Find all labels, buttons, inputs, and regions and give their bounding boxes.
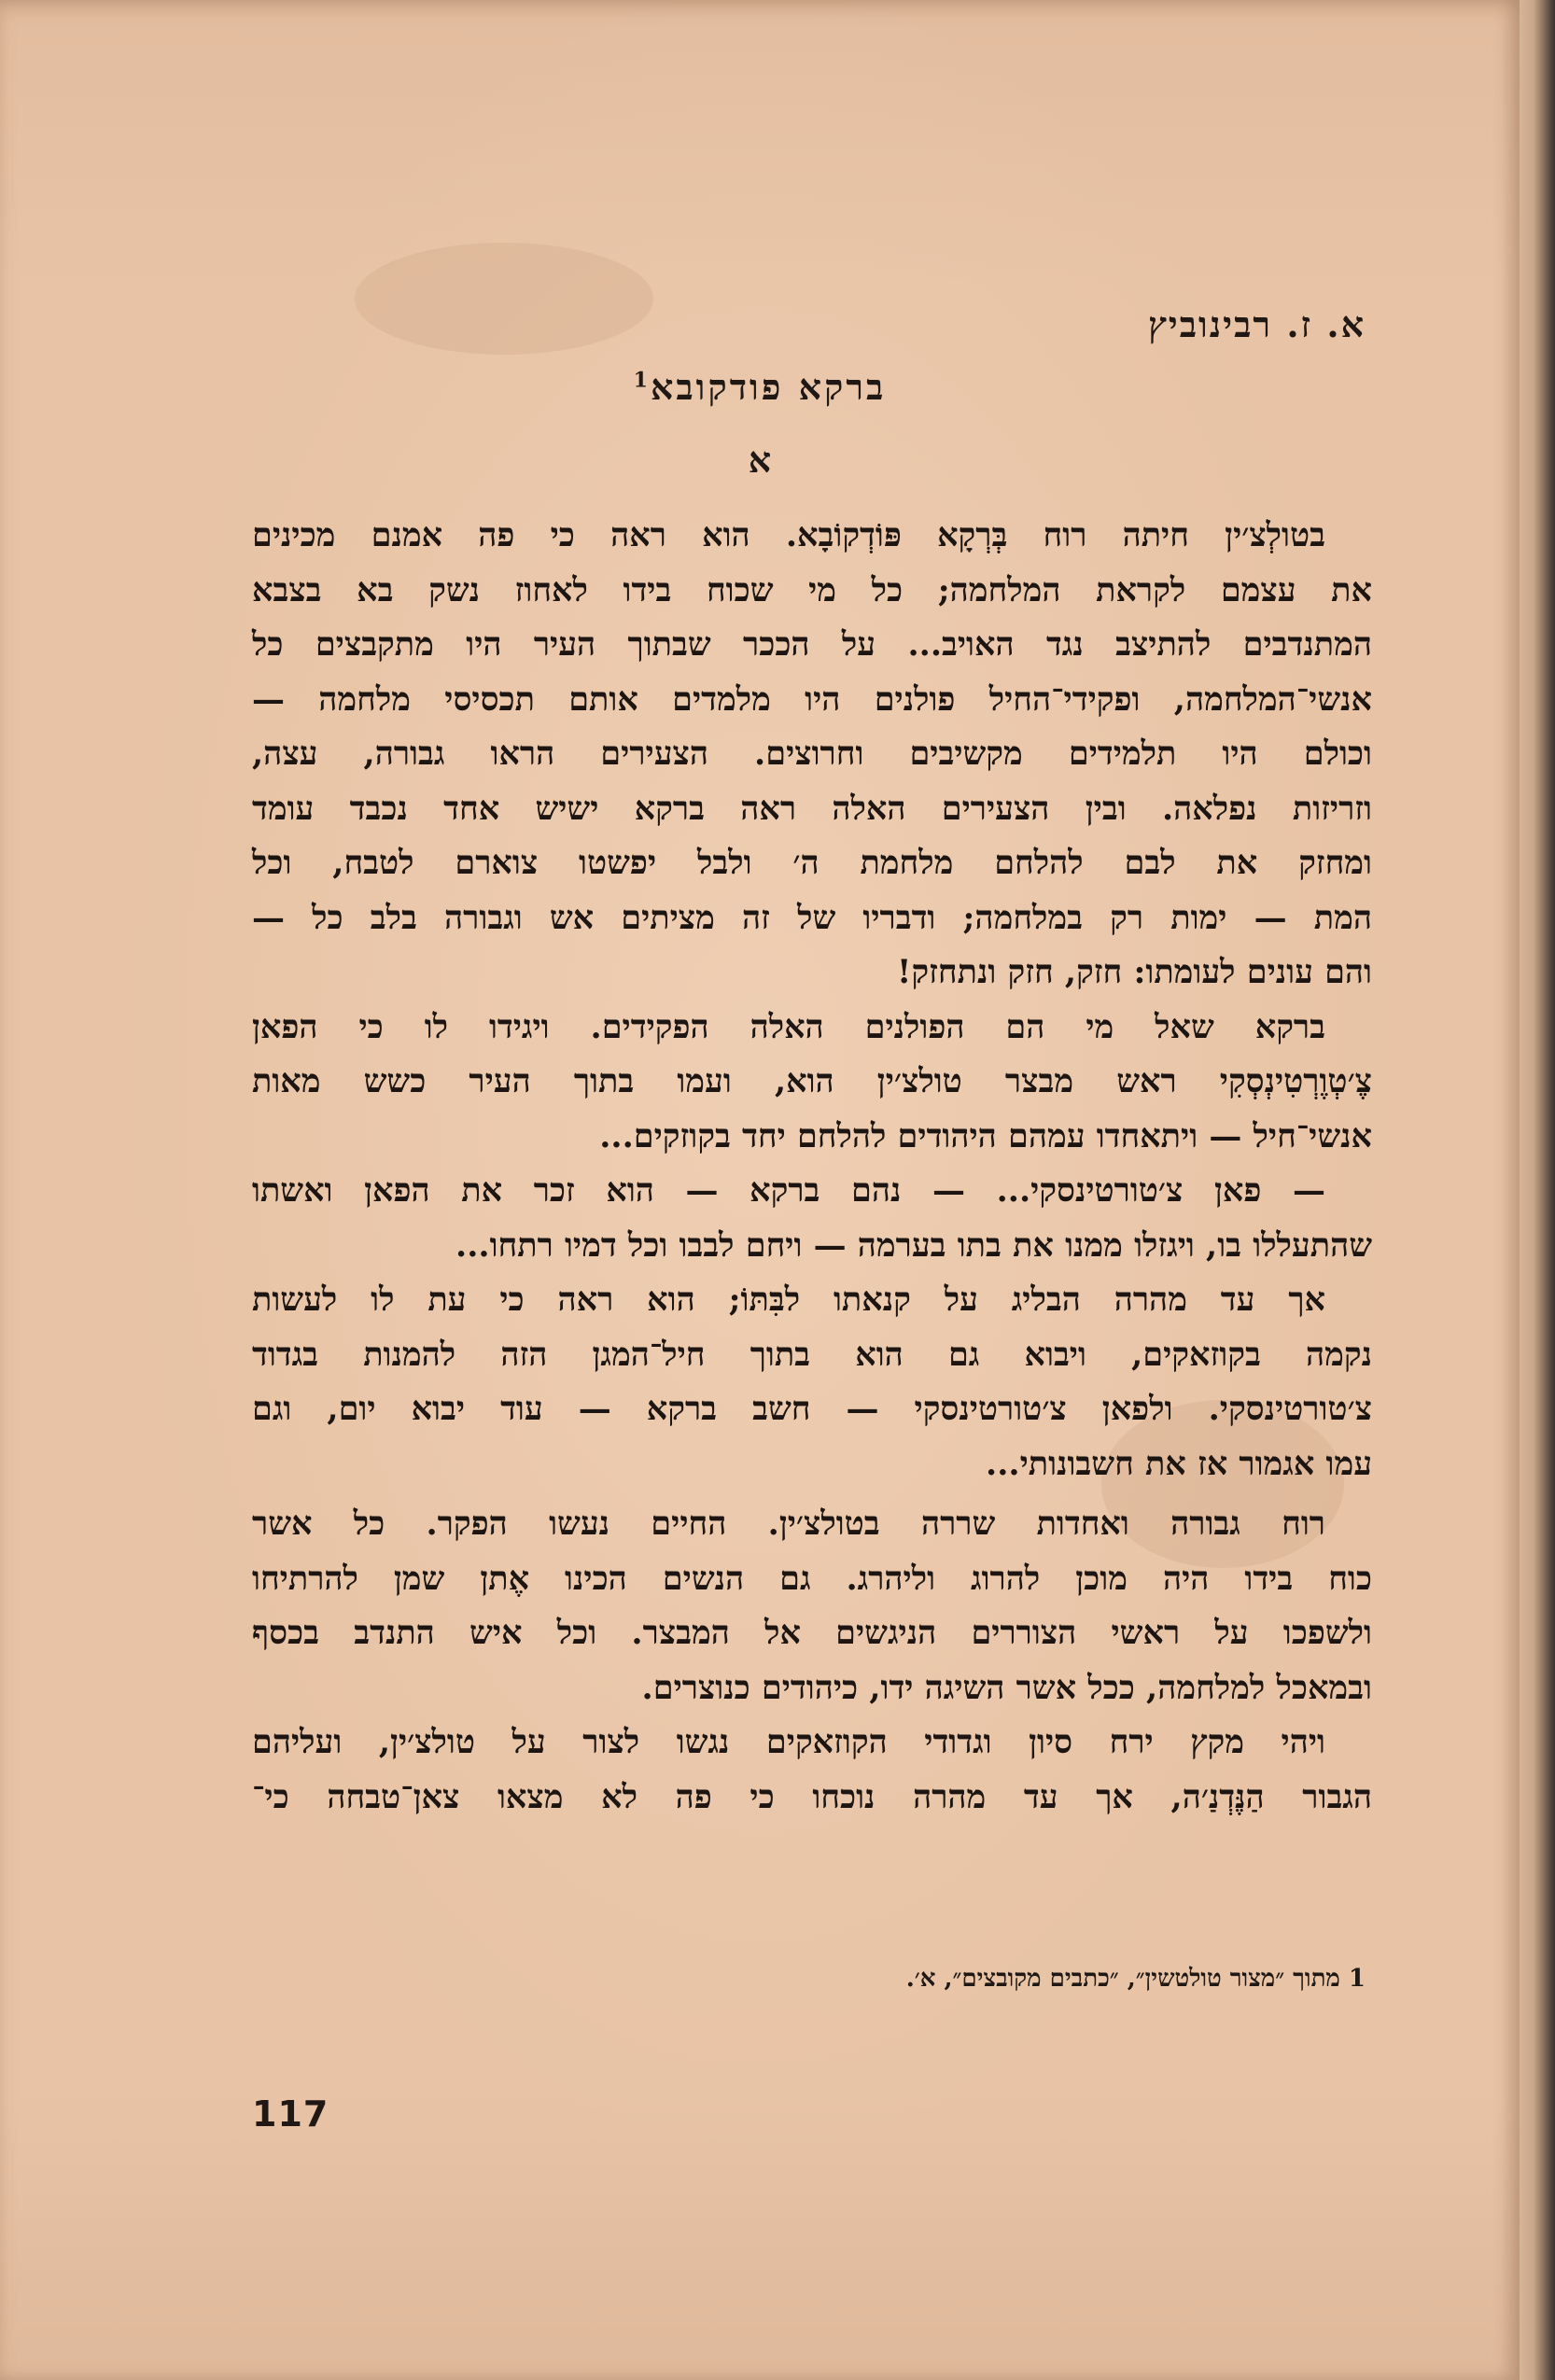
text-line: וכולם היו תלמידים מקשיבים וחרוצים. הצעירים הראו גבורה, עצה, [252,735,1372,773]
chapter-title [0,366,1520,409]
text-line: ובמאכל למלחמה, ככל אשר השיגה ידו, כיהודים כנוצרים. [641,1668,1372,1707]
text-line: המתנדבים להתיצב נגד האויב... על הככר שבתוך העיר היו מתקבצים כל [252,625,1372,664]
text-line: ומחזק את לבם להלחם מלחמת ה׳ ולבל יפשטו צוארם לטבח, וכל [252,844,1372,882]
text-line: אנשי־חיל — ויתאחדו עמהם היהודים להלחם יחד בקוזקים... [599,1116,1372,1155]
chapter-title-text: ברקא פודקובא [650,366,887,408]
author-name: א. ז. רבינוביץ [1147,303,1366,345]
text-line: אך עד מהרה הבליג על קנאתו לבִּתּוֹ; הוא ראה כי עת לו לעשות [252,1281,1325,1319]
text-line: כוח בידו היה מוכן להרוג וליהרג. גם הנשים הכינו אֶתן שמן להרתיחו [252,1559,1372,1598]
text-line: ויהי מקץ ירח סיון וגדודי הקוזאקים נגשו לצור על טולצ׳ין, ועליהם [252,1723,1325,1761]
text-line: שהתעללו בו, ויגזלו ממנו את בתו בערמה — ויחם לבבו וכל דמיו רתחו... [455,1225,1372,1265]
section-letter: א [748,439,772,481]
footnote: 1 מתוך ״מצור טולטשין״, ״כתבים מקובצים״, א׳. [905,1965,1366,1993]
text-line: עמו אגמור אז את חשבונותי... [986,1444,1372,1483]
footnote-marker: 1 [633,368,651,393]
text-line: והם עונים לעומתו: חזק, חזק ונתחזק! [897,953,1372,991]
text-line: המת — ימות רק במלחמה; ודבריו של זה מציתים אש וגבורה בלב כל — [252,898,1372,937]
text-line: בטולְצ׳ין חיתה רוח בְּרְקָא פּוֹדְקוֹבָא. הוא ראה כי פה אמנם מכינים [252,516,1325,554]
text-line: רוח גבורה ואחדות שררה בטולצ׳ין. החיים נעשו הפקר. כל אשר [252,1505,1325,1543]
text-line: צֶ׳טְוֶרְטִינְסְקִי ראש מבצר טולצ׳ין הוא, ועמו בתוך העיר כשש מאות [252,1062,1372,1100]
page-edge [1520,0,1555,2380]
text-line: ברקא שאל מי הם הפולנים האלה הפקידים. ויגידו לו כי הפאן [252,1007,1325,1046]
text-line: נקמה בקוזאקים, ויבוא גם הוא בתוך חיל־המגן הזה להמנות בגדוד [252,1335,1372,1374]
text-line: צ׳טורטינסקי. ולפאן צ׳טורטינסקי — חשב ברקא — עוד יבוא יום, וגם [252,1390,1372,1428]
text-line: וזריזות נפלאה. ובין הצעירים האלה ראה ברקא ישיש אחד נכבד עומד [252,789,1372,828]
paper-stain [355,243,653,355]
text-line: הגבור הַנֶּדְנַ׳ה, אך עד מהרה נוכחו כי פה לא מצאו צאן־טבחה כי־ [252,1777,1372,1816]
text-line: את עצמם לקראת המלחמה; כל מי שכוח בידו לאחוז נשק בא בצבא [252,570,1372,609]
body-text [252,509,1372,1825]
text-line: — פאן צ׳טורטינסקי... — נהם ברקא — הוא זכר את הפאן ואשתו [252,1171,1325,1210]
text-line: אנשי־המלחמה, ופקידי־החיל פולנים היו מלמדים אותם תכסיסי מלחמה — [252,679,1372,719]
text-line: ולשפכו על ראשי הצוררים הניגשים אל המבצר. וכל איש התנדב בכסף [252,1614,1372,1652]
page-number: 117 [252,2093,329,2135]
